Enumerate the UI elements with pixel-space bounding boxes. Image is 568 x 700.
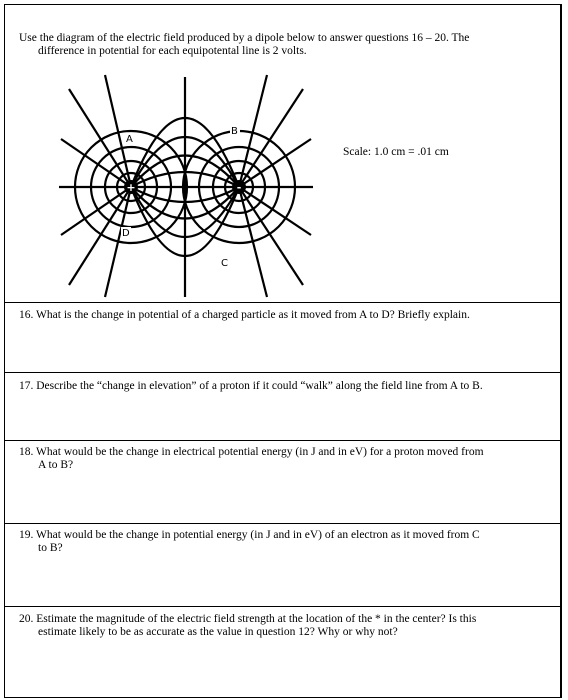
point-c-label: C bbox=[221, 258, 228, 269]
point-d-label: D bbox=[122, 228, 130, 239]
question-16 bbox=[19, 309, 519, 322]
question-19-text-continued: to B? bbox=[38, 542, 63, 554]
divider bbox=[5, 440, 561, 441]
divider bbox=[5, 302, 561, 303]
instructions bbox=[19, 32, 539, 58]
question-20-text-continued: estimate likely to be as accurate as the value in question 12? Why or why not? bbox=[38, 626, 398, 638]
question-16-text: 16. What is the change in potential of a charged particle as it moved from A to D? Briefly explain. bbox=[19, 309, 470, 321]
divider bbox=[5, 606, 561, 607]
instructions-line-2: difference in potential for each equipotental line is 2 volts. bbox=[38, 45, 307, 57]
question-17 bbox=[19, 380, 519, 393]
divider bbox=[5, 372, 561, 373]
negative-charge-label: - bbox=[236, 181, 242, 194]
dipole-field-diagram bbox=[55, 69, 317, 301]
question-18-text-continued: A to B? bbox=[38, 459, 74, 471]
question-19 bbox=[19, 529, 519, 555]
worksheet-page bbox=[4, 4, 562, 698]
question-17-text: 17. Describe the “change in elevation” of a proton if it could “walk” along the field line from A to B. bbox=[19, 380, 483, 392]
instructions-line-1: Use the diagram of the electric field produced by a dipole below to answer questions 16 – 20. The bbox=[19, 32, 470, 44]
point-a-label: A bbox=[126, 134, 133, 145]
question-20 bbox=[19, 613, 519, 639]
question-18-text: 18. What would be the change in electrical potential energy (in J and in eV) for a proton moved from bbox=[19, 446, 484, 458]
question-20-text: 20. Estimate the magnitude of the electric field strength at the location of the * in the center? Is this bbox=[19, 613, 477, 625]
question-19-text: 19. What would be the change in potential energy (in J and in eV) of an electron as it moved from C bbox=[19, 529, 480, 541]
point-b-label: B bbox=[231, 126, 238, 137]
center-asterisk: * bbox=[182, 181, 188, 192]
divider bbox=[5, 523, 561, 524]
positive-charge-label: + bbox=[126, 181, 136, 194]
question-18 bbox=[19, 446, 519, 472]
scale-label: Scale: 1.0 cm = .01 cm bbox=[343, 146, 449, 158]
